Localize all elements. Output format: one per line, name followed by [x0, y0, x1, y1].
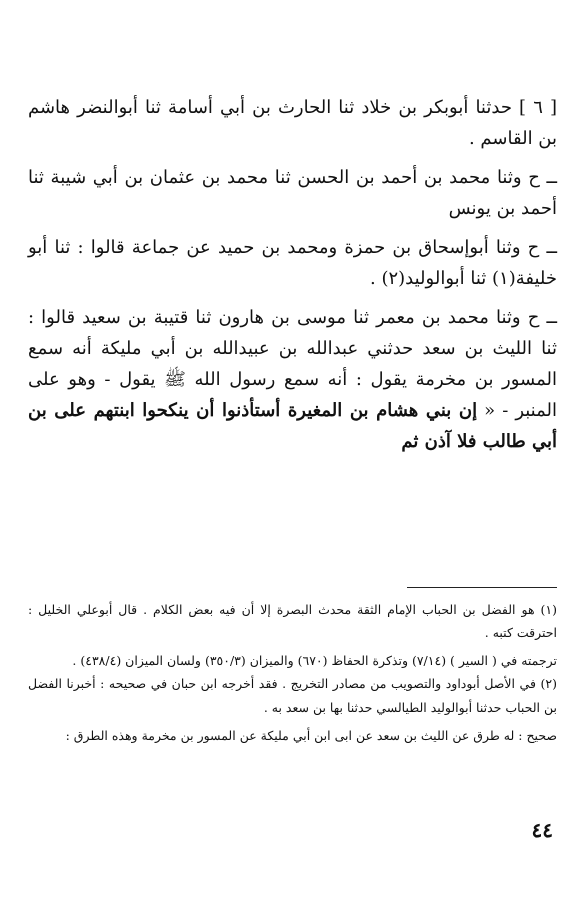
footnote-separator: [407, 587, 557, 588]
footnote-1-continued: ترجمته في ( السير ) (٧/١٤) وتذكرة الحفاظ (٦٧٠) والميزان (٣٥٠/٣) ولسان الميزان (٤٣٨/٤) .: [72, 653, 557, 669]
hadith-matn-text: إن بني هشام بن المغيرة أستأذنوا أن ينكحوا ابنتهم على بن أبي طالب فلا آذن ثم: [28, 399, 557, 452]
footnote-2: (٢) في الأصل أبوداود والتصويب من مصادر التخريج . فقد أخرجه ابن حبان في صحيحه : أخبرنا الفضل بن الحباب حدثنا أبوالوليد الطيالسي حدثنا بها بن سعد به .: [28, 676, 557, 715]
footnote-3: صحيح : له طرق عن الليث بن سعد عن ابى ابن أبي مليكة عن المسور بن مخرمة وهذه الطرق :: [65, 727, 557, 743]
footnote-1: (١) هو الفضل بن الحباب الإمام الثقة محدث البصرة إلا أن فيه بعض الكلام . قال أبوعلي الخليل : احترقت كتبه .: [28, 602, 557, 641]
hadith-text-paragraph: [28, 303, 557, 458]
page-number: ٤٤: [531, 818, 553, 842]
hadith-chain-paragraph: [ ٦ ] حدثنا أبوبكر بن خلاد ثنا الحارث بن أبي أسامة ثنا أبوالنضر هاشم بن القاسم .: [28, 97, 557, 149]
hadith-chain-text: ــ ح وثنا محمد بن معمر ثنا موسى بن هارون ثنا قتيبة بن سعيد قالوا : ثنا الليث بن سعد حدثني عبدالله بن عبيدالله بن أبي مليكة أنه سمع المسور بن مخرمة يقول : أنه سمع رسول الله ﷺ يقول - وهو على المنبر - «: [28, 306, 558, 421]
hadith-chain-paragraph: ــ ح وثنا أبوإسحاق بن حمزة ومحمد بن حميد عن جماعة قالوا : ثنا أبو خليفة(١) ثنا أبوالوليد(٢) .: [28, 236, 557, 289]
hadith-chain-paragraph: ــ ح وثنا محمد بن أحمد بن الحسن ثنا محمد بن عثمان بن أبي شيبة ثنا أحمد بن يونس: [28, 166, 557, 219]
footnotes: [28, 598, 557, 747]
main-text: [28, 93, 557, 457]
